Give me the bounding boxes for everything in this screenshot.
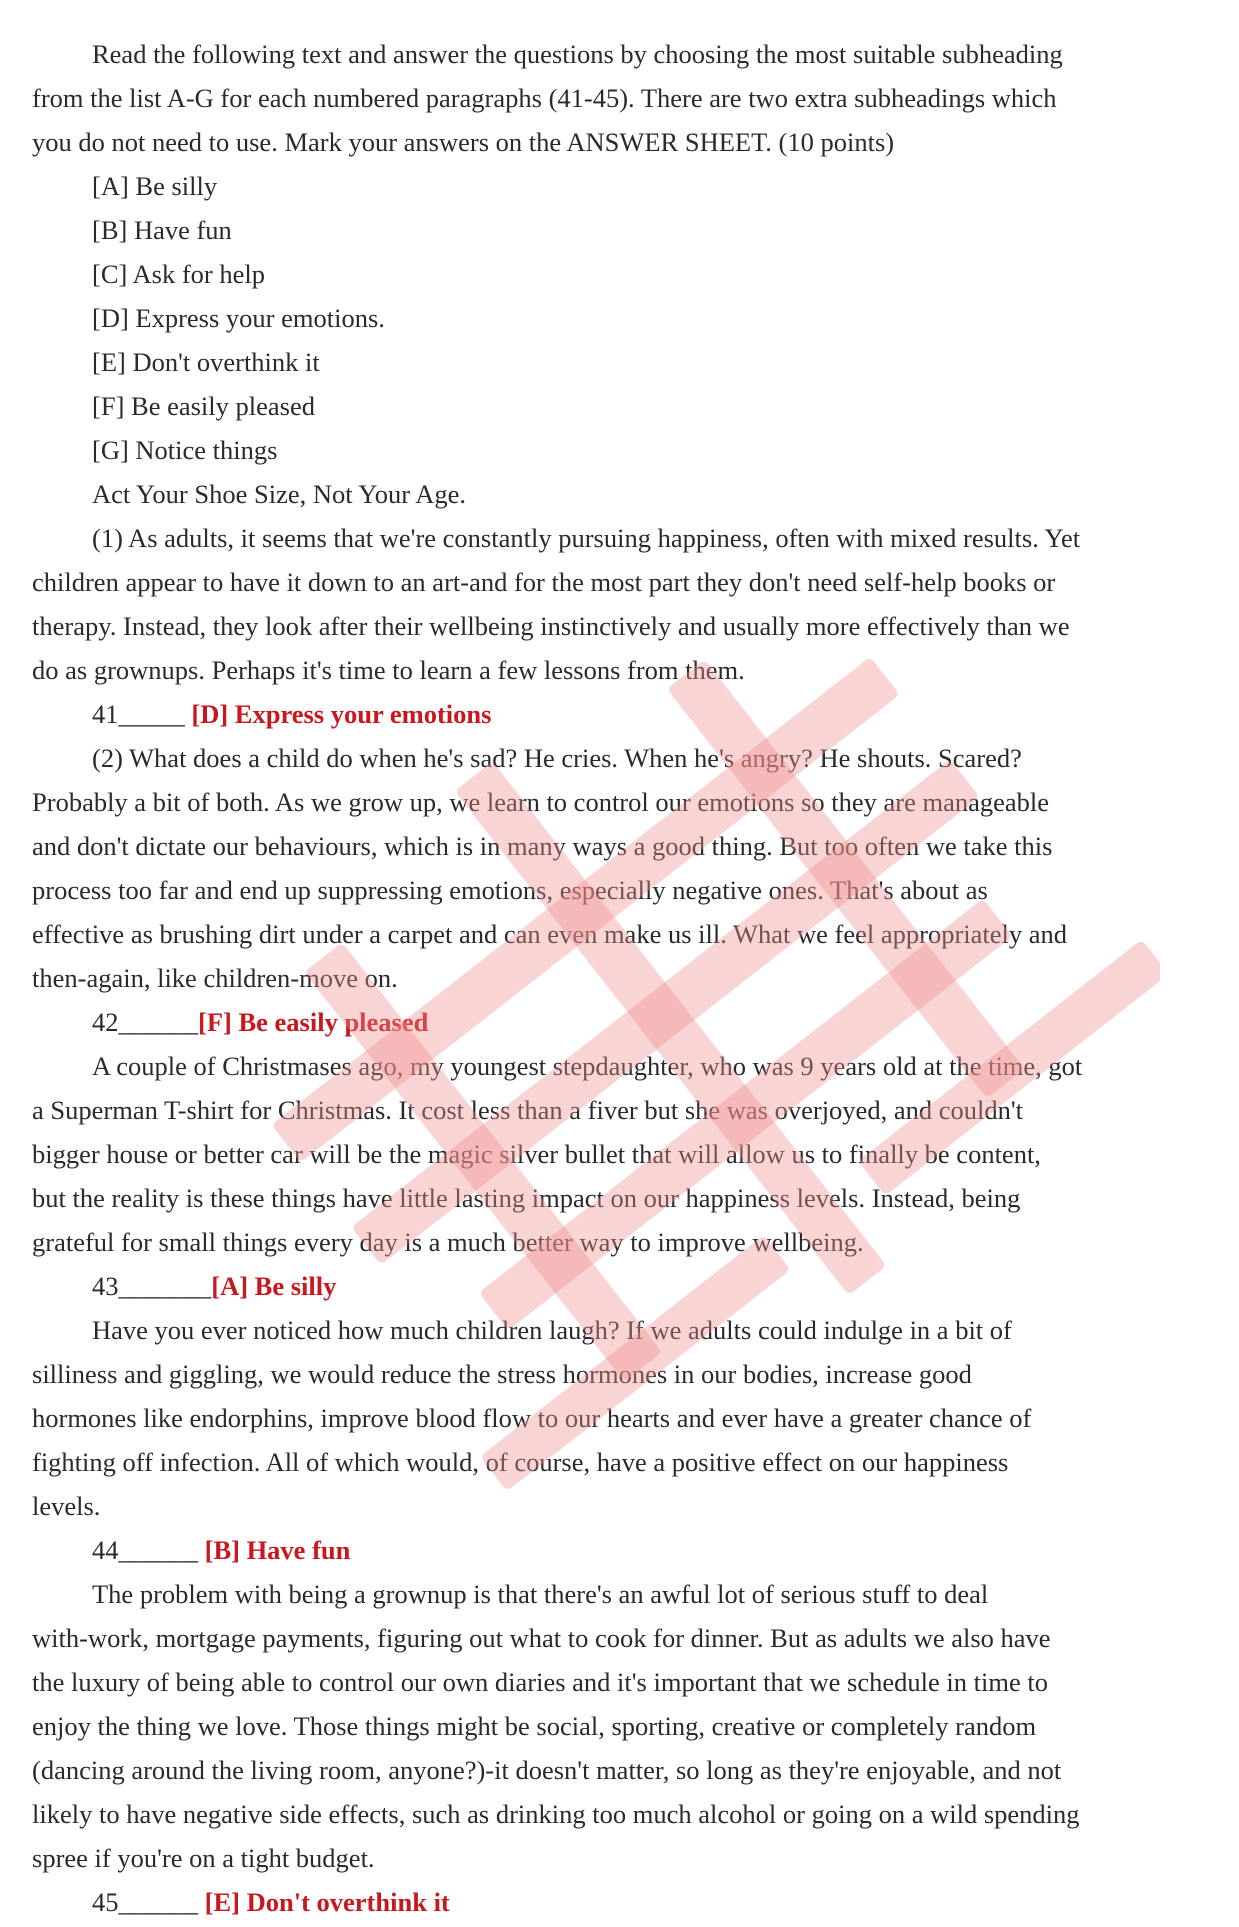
question-42 (32, 1000, 1212, 1044)
question-45-blank: 45______ (92, 1887, 205, 1917)
para5-line: (dancing around the living room, anyone?)-it doesn't matter, so long as they're enjoyable, and not (32, 1755, 1062, 1785)
question-42-answer: [F] Be easily pleased (198, 1007, 429, 1037)
question-45 (32, 1880, 1212, 1924)
question-43-blank: 43_______ (92, 1271, 212, 1301)
para1-line: therapy. Instead, they look after their wellbeing instinctively and usually more effectively than we (32, 611, 1070, 641)
para3-line: A couple of Christmases ago, my youngest stepdaughter, who was 9 years old at the time, got (92, 1051, 1083, 1081)
question-41 (32, 692, 1212, 736)
question-43 (32, 1264, 1212, 1308)
para5-line: with-work, mortgage payments, figuring out what to cook for dinner. But as adults we also have (32, 1623, 1051, 1653)
para4-line: Have you ever noticed how much children laugh? If we adults could indulge in a bit of (92, 1315, 1012, 1345)
option-g: [G] Notice things (92, 435, 278, 465)
para3-line: but the reality is these things have little lasting impact on our happiness levels. Instead, being (32, 1183, 1021, 1213)
article-title: Act Your Shoe Size, Not Your Age. (92, 479, 466, 509)
para3-line: grateful for small things every day is a much better way to improve wellbeing. (32, 1227, 864, 1257)
question-43-answer: [A] Be silly (211, 1271, 337, 1301)
para4-line: silliness and giggling, we would reduce the stress hormones in our bodies, increase good (32, 1359, 972, 1389)
question-41-blank: 41_____ (92, 699, 192, 729)
option-c: [C] Ask for help (92, 259, 265, 289)
para2-line: process too far and end up suppressing emotions, especially negative ones. That's about as (32, 875, 988, 905)
question-44-answer: [B] Have fun (204, 1535, 351, 1565)
para5-line: spree if you're on a tight budget. (32, 1843, 375, 1873)
para5-line: the luxury of being able to control our own diaries and it's important that we schedule in time to (32, 1667, 1048, 1697)
option-a: [A] Be silly (92, 171, 218, 201)
para5-line: The problem with being a grownup is that there's an awful lot of serious stuff to deal (92, 1579, 989, 1609)
para3-line: bigger house or better car will be the magic silver bullet that will allow us to finally be content, (32, 1139, 1041, 1169)
para1-line: do as grownups. Perhaps it's time to learn a few lessons from them. (32, 655, 745, 685)
question-44 (32, 1528, 1212, 1572)
document-page (32, 32, 1212, 1924)
para2-line: then-again, like children-move on. (32, 963, 398, 993)
para4-line: levels. (32, 1491, 101, 1521)
para5-line: likely to have negative side effects, such as drinking too much alcohol or going on a wild spending (32, 1799, 1080, 1829)
para4-line: hormones like endorphins, improve blood flow to our hearts and ever have a greater chance of (32, 1403, 1032, 1433)
question-44-blank: 44______ (92, 1535, 205, 1565)
option-b: [B] Have fun (92, 215, 232, 245)
instructions-line-3: you do not need to use. Mark your answers on the ANSWER SHEET. (10 points) (32, 127, 895, 157)
question-42-blank: 42______ (92, 1007, 198, 1037)
option-d: [D] Express your emotions. (92, 303, 385, 333)
option-e: [E] Don't overthink it (92, 347, 320, 377)
para3-line: a Superman T-shirt for Christmas. It cost less than a fiver but she was overjoyed, and couldn't (32, 1095, 1023, 1125)
para2-line: Probably a bit of both. As we grow up, we learn to control our emotions so they are manageable (32, 787, 1050, 817)
para2-line: and don't dictate our behaviours, which is in many ways a good thing. But too often we take this (32, 831, 1053, 861)
para1-line: children appear to have it down to an art-and for the most part they don't need self-help books or (32, 567, 1056, 597)
para2-line: effective as brushing dirt under a carpet and can even make us ill. What we feel appropriately and (32, 919, 1068, 949)
para1-line: (1) As adults, it seems that we're constantly pursuing happiness, often with mixed results. Yet (92, 523, 1081, 553)
para2-line: (2) What does a child do when he's sad? He cries. When he's angry? He shouts. Scared? (92, 743, 1022, 773)
option-f: [F] Be easily pleased (92, 391, 315, 421)
instructions-line-2: from the list A-G for each numbered paragraphs (41-45). There are two extra subheadings which (32, 83, 1057, 113)
para4-line: fighting off infection. All of which would, of course, have a positive effect on our happiness (32, 1447, 1009, 1477)
para5-line: enjoy the thing we love. Those things might be social, sporting, creative or completely random (32, 1711, 1037, 1741)
question-45-answer: [E] Don't overthink it (204, 1887, 450, 1917)
instructions-line-1: Read the following text and answer the questions by choosing the most suitable subheading (92, 39, 1063, 69)
question-41-answer: [D] Express your emotions (191, 699, 492, 729)
